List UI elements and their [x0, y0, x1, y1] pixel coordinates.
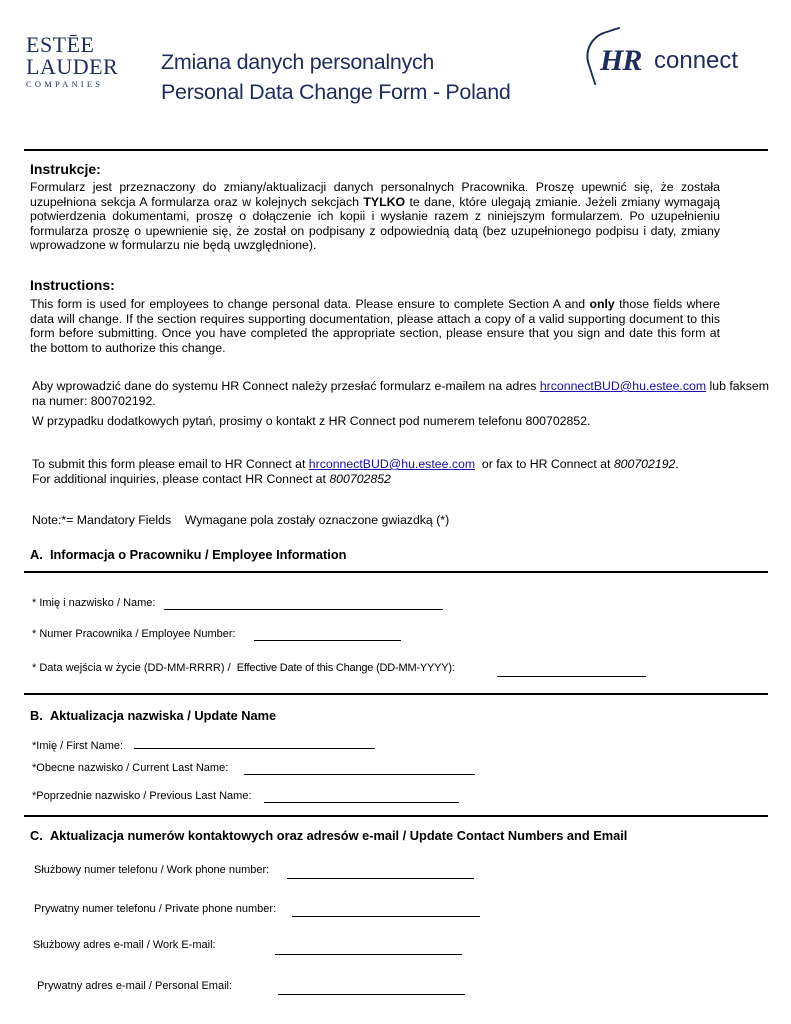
- private-phone-input[interactable]: [292, 916, 480, 917]
- section-b-title: B. Aktualizacja nazwiska / Update Name: [30, 708, 277, 723]
- name-label: * Imię i nazwisko / Name:: [32, 597, 156, 609]
- contact-en-line2: For additional inquiries, please contact HR Connect at 800702852: [32, 472, 391, 486]
- section-a-divider: [24, 571, 768, 573]
- work-email-input[interactable]: [275, 954, 462, 955]
- personal-email-label: Prywatny adres e-mail / Personal Email:: [37, 980, 233, 992]
- effective-date-label: * Data wejścia w życie (DD-MM-RRRR) / Effective Date of this Change (DD-MM-YYYY):: [32, 662, 455, 674]
- previous-last-name-input[interactable]: [264, 802, 459, 803]
- hr-logo-bold: HR: [600, 44, 642, 77]
- current-last-name-label: *Obecne nazwisko / Current Last Name:: [32, 762, 229, 774]
- contact-pl-email-link[interactable]: hrconnectBUD@hu.estee.com: [539, 379, 707, 393]
- instructions-en-heading: Instructions:: [30, 277, 115, 293]
- contact-en-line1: To submit this form please email to HR Connect at hrconnectBUD@hu.estee.com or fax to HR Connect at 800702192.: [32, 457, 679, 471]
- contact-en-email-link[interactable]: hrconnectBUD@hu.estee.com: [308, 457, 476, 471]
- work-phone-label: Służbowy numer telefonu / Work phone number:: [34, 864, 270, 876]
- estee-lauder-logo: [26, 34, 126, 90]
- page-title-en: Personal Data Change Form - Poland: [161, 80, 511, 104]
- instructions-pl-text: Formularz jest przeznaczony do zmiany/aktualizacji danych personalnych Pracownika. Proszę upewnić się, że została uzupełniona sekcja A formularza oraz w kolejnych sekcjach TYLKO te dane, które ulegają zmianie. Jeżeli zmiany wymagają potwierdzenia dokumentami, proszę o dołączenie ich kopii i wysłanie razem z niniejszym formularzem. Po uzupełnieniu formularza proszę o upewnienie się, że został on podpisany z odpowiednią datą (bez uzupełnionego podpisu i daty, zmiany wprowadzone w formularzu nie będą uwzględnione).: [30, 180, 720, 253]
- page-title-pl: Zmiana danych personalnych: [161, 50, 435, 74]
- contact-pl-line2: W przypadku dodatkowych pytań, prosimy o kontakt z HR Connect pod numerem telefonu 800702852.: [32, 414, 591, 428]
- employee-number-label: * Numer Pracownika / Employee Number:: [32, 628, 236, 640]
- section-c-top-divider: [24, 815, 768, 817]
- private-phone-label: Prywatny numer telefonu / Private phone number:: [34, 903, 277, 915]
- section-c-title: C. Aktualizacja numerów kontaktowych oraz adresów e-mail / Update Contact Numbers and Email: [30, 828, 628, 843]
- instructions-pl-heading: Instrukcje:: [30, 161, 101, 177]
- hr-connect-logo: [584, 30, 754, 86]
- mandatory-note: Note:*= Mandatory Fields Wymagane pola zostały oznaczone gwiazdką (*): [32, 513, 450, 527]
- header-divider: [24, 149, 768, 151]
- current-last-name-input[interactable]: [244, 774, 475, 775]
- work-phone-input[interactable]: [287, 878, 474, 879]
- hr-logo-text: connect: [654, 47, 739, 74]
- personal-email-input[interactable]: [278, 994, 465, 995]
- logo-line-1: ESTĒE: [26, 32, 95, 57]
- previous-last-name-label: *Poprzednie nazwisko / Previous Last Name:: [32, 790, 252, 802]
- effective-date-input[interactable]: [497, 676, 646, 677]
- instructions-en-text: This form is used for employees to change personal data. Please ensure to complete Section A and only those fields where data will change. If the section requires supporting documentation, please attach a copy of a valid supporting document to this form before submitting. Once you have completed the appropriate section, please ensure that you sign and date this form at the bottom to authorize this change.: [30, 297, 720, 355]
- section-a-title: A. Informacja o Pracowniku / Employee Information: [30, 547, 347, 562]
- logo-line-3: COMPANIES: [26, 79, 104, 89]
- first-name-label: *Imię / First Name:: [32, 740, 124, 752]
- contact-pl-line1: Aby wprowadzić dane do systemu HR Connect należy przesłać formularz e-mailem na adres hrconnectBUD@hu.estee.com lub faksem na numer: 800702192.: [32, 379, 769, 408]
- name-input[interactable]: [164, 609, 443, 610]
- first-name-input[interactable]: [134, 748, 375, 749]
- work-email-label: Służbowy adres e-mail / Work E-mail:: [33, 939, 216, 951]
- logo-line-2: LAUDER: [26, 54, 119, 79]
- employee-number-input[interactable]: [254, 640, 401, 641]
- section-b-top-divider: [24, 693, 768, 695]
